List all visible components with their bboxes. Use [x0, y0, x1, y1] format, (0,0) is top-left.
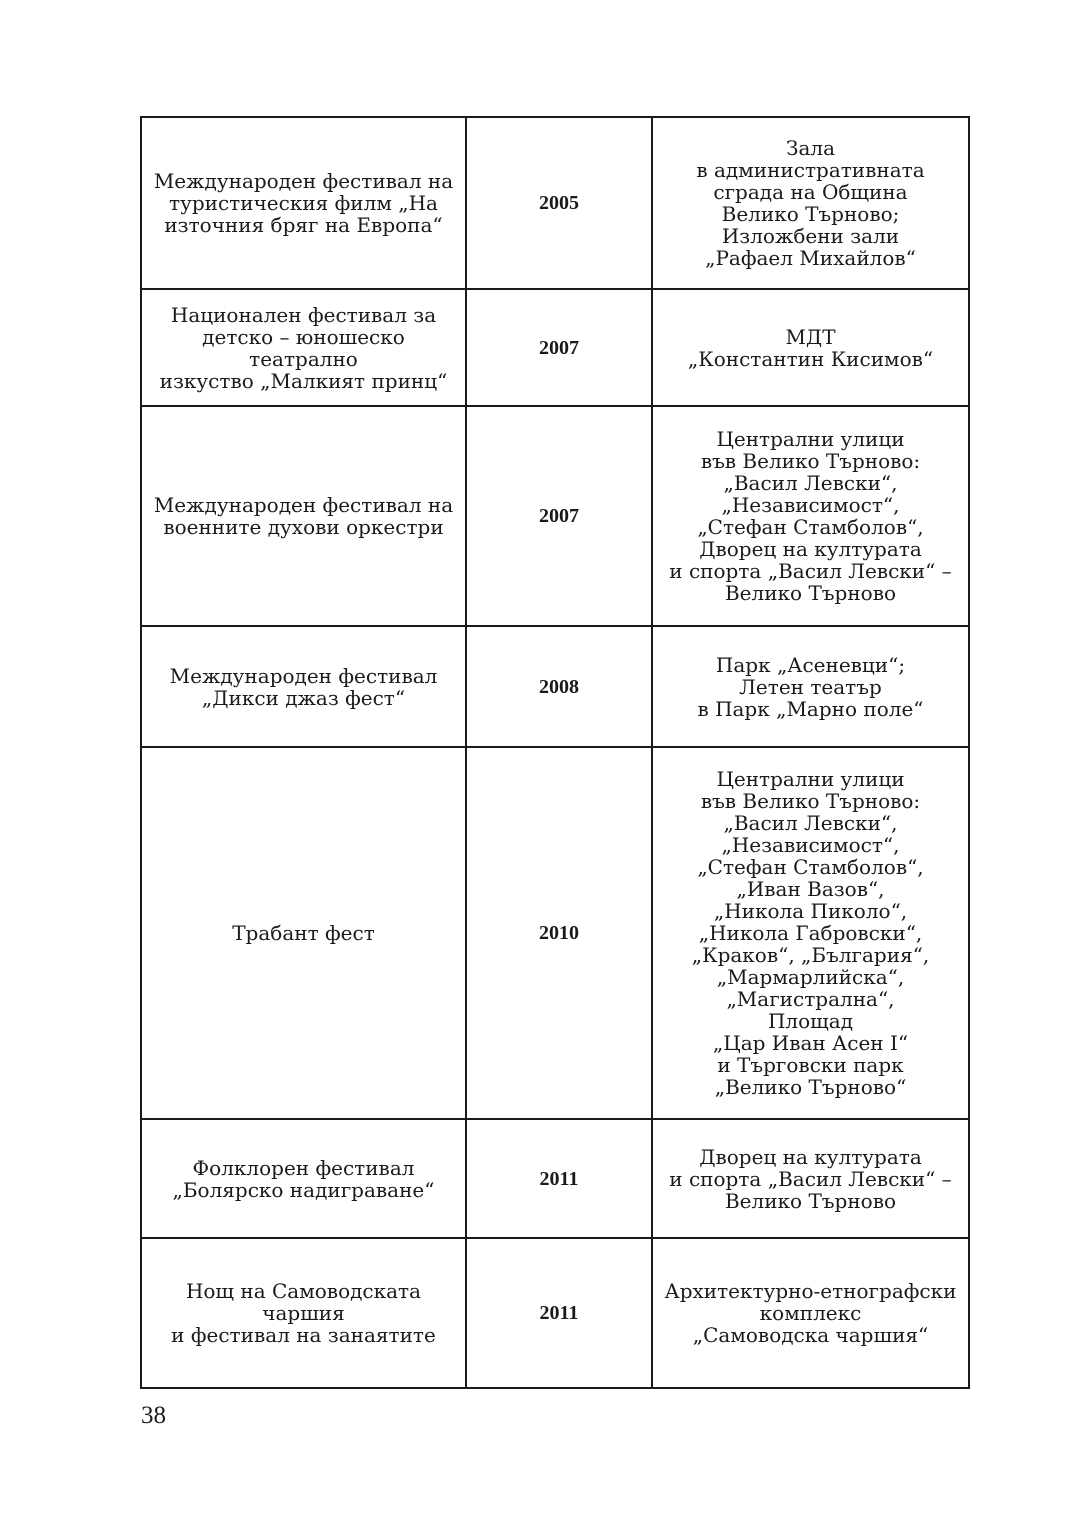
festival-year: 2008 [539, 675, 579, 698]
festival-place: Централни улици във Велико Търново: „Васил Левски“, „Независимост“, „Стефан Стамболов“, Дворец на културата и спорта „Васил Левски“ – Велико Търново [669, 427, 952, 605]
table-row [141, 1119, 969, 1238]
festival-name-cell [141, 289, 466, 406]
festival-place-cell [652, 289, 969, 406]
festival-place-cell [652, 406, 969, 626]
festival-name: Международен фестивал „Дикси джаз фест“ [169, 663, 438, 710]
festival-place: Централни улици във Велико Търново: „Васил Левски“, „Независимост“, „Стефан Стамболов“, „Иван Вазов“, „Никола Пиколо“, „Никола Габровски“, „Краков“, „България“, „Мармарлийска“, „Магистрална“, Площад „Цар Иван Асен I“ и Търговски парк „Велико Търново“ [691, 767, 930, 1099]
festival-name: Международен фестивал на туристическия филм „На източния бряг на Европа“ [153, 169, 454, 237]
table-row [141, 117, 969, 289]
festivals-table [140, 116, 970, 1389]
festival-year: 2011 [539, 1302, 579, 1324]
festival-year-cell [466, 406, 652, 626]
festival-year: 2011 [539, 1167, 579, 1190]
festival-year: 2010 [539, 922, 579, 944]
festival-year: 2005 [539, 192, 579, 214]
festival-year-cell [466, 626, 652, 747]
festival-place: Архитектурно-етнографски комплекс „Самоводска чаршия“ [664, 1279, 957, 1347]
festival-name-cell [141, 117, 466, 289]
festival-name-cell [141, 747, 466, 1119]
festival-year: 2007 [539, 336, 579, 359]
festival-name: Национален фестивал за детско – юношеско театрално изкуство „Малкият принц“ [159, 302, 448, 393]
festival-place: Дворец на културата и спорта „Васил Левски“ – Велико Търново [669, 1144, 952, 1213]
table-row [141, 626, 969, 747]
festival-name-cell [141, 1238, 466, 1388]
festival-place: Парк „Асеневци“; Летен театър в Парк „Марно поле“ [697, 652, 924, 721]
table-row [141, 406, 969, 626]
festival-place-cell [652, 1238, 969, 1388]
page-number: 38 [141, 1402, 166, 1429]
festival-year: 2007 [539, 505, 579, 527]
festival-year-cell [466, 117, 652, 289]
festival-name-cell [141, 1119, 466, 1238]
table-row [141, 1238, 969, 1388]
festival-place-cell [652, 117, 969, 289]
festival-place: МДТ „Константин Кисимов“ [687, 324, 934, 371]
festival-name: Международен фестивал на военните духови оркестри [153, 493, 454, 539]
table-row [141, 747, 969, 1119]
festival-name: Трабант фест [232, 921, 375, 945]
festival-place-cell [652, 1119, 969, 1238]
festival-name-cell [141, 626, 466, 747]
festival-year-cell [466, 289, 652, 406]
festival-year-cell [466, 1238, 652, 1388]
festival-name: Нощ на Самоводската чаршия и фестивал на занаятите [171, 1279, 436, 1347]
festival-name-cell [141, 406, 466, 626]
festival-place: Зала в административната сграда на Община Велико Търново; Изложбени зали „Рафаел Михайлов“ [696, 136, 925, 270]
festival-place-cell [652, 626, 969, 747]
festival-year-cell [466, 1119, 652, 1238]
table-row [141, 289, 969, 406]
festival-name: Фолклорен фестивал „Болярско надиграване“ [172, 1155, 435, 1202]
festival-year-cell [466, 747, 652, 1119]
festival-place-cell [652, 747, 969, 1119]
